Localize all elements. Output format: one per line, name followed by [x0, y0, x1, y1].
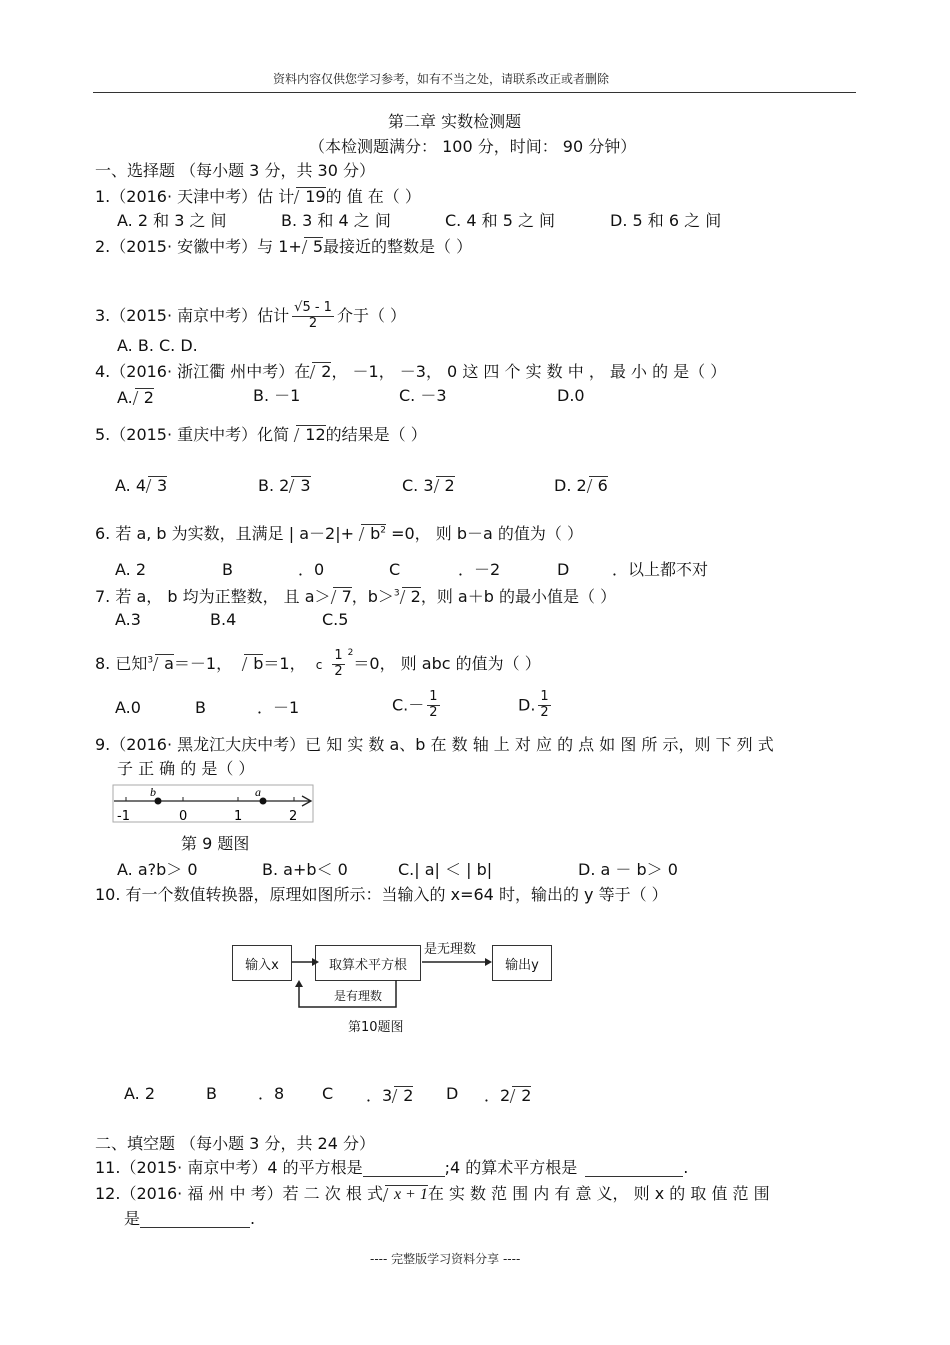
q8-option-b-letter: B — [195, 698, 206, 717]
question-9-line2: 子 正 确 的 是（ ） — [117, 759, 255, 778]
page-header-note: 资料内容仅供您学习参考，如有不当之处，请联系改正或者删除 — [273, 72, 610, 86]
question-3: 3.（2015· 南京中考）估计 $\frac{√5 - 1}{2}$ 介于（ ） — [95, 300, 407, 331]
q7-option-c: C.5 — [322, 610, 349, 629]
tick-label: -1 — [117, 809, 130, 824]
sqrt-b: b — [244, 654, 263, 672]
sqrt-19: 19 — [296, 187, 325, 205]
q10-option-c-letter: C — [322, 1084, 334, 1103]
q8-option-d: D. $\frac{1}{2}$ — [518, 689, 549, 720]
flow-output-box: 输出y — [492, 945, 552, 981]
question-10: 10. 有一个数值转换器，原理如图所示：当输入的 x=64 时，输出的 y 等于（ ） — [95, 885, 668, 904]
q9-option-d: D. a － b＞ 0 — [578, 860, 678, 879]
flow-sqrt-box: 取算术平方根 — [315, 945, 421, 981]
q9-option-a: A. a?b＞ 0 — [117, 860, 198, 879]
section-choice-heading: 一、选择题 （每小题 3 分，共 30 分） — [95, 161, 375, 180]
tick-label: 2 — [289, 809, 298, 824]
q4-option-d: D.0 — [557, 386, 585, 405]
q10-option-b-value: ．8 — [258, 1084, 285, 1103]
flow-input-box: 输入x — [232, 945, 292, 981]
q1-option-d: D. 5 和 6 之 间 — [610, 211, 722, 230]
chapter-subtitle: （本检测题满分： 100 分，时间： 90 分钟） — [309, 137, 637, 156]
q8-option-a: A.0 — [115, 698, 141, 717]
q10-option-a: A. 2 — [124, 1084, 156, 1103]
question-2: 2.（2015· 安徽中考）与 1+ 5最接近的整数是（ ） — [95, 237, 473, 256]
q1-option-a: A. 2 和 3 之 间 — [117, 211, 227, 230]
q8-option-c: C.－ $\frac{1}{2}$ — [392, 689, 438, 720]
point-b-label: b — [150, 785, 156, 799]
figure-9-caption: 第 9 题图 — [181, 834, 250, 853]
q9-option-b: B. a+b＜ 0 — [262, 860, 348, 879]
q11-blank-1[interactable] — [363, 1160, 445, 1177]
q6-option-a: A. 2 — [115, 560, 147, 579]
sqrt-2: 2 — [312, 362, 331, 380]
question-6: 6. 若 a, b 为实数，且满足 | $a-2|+ b^2 =0$， 则 b－a 的值为（ ） — [95, 524, 583, 543]
question-4: 4.（2016· 浙江衢 州中考）在 2， －1， －3， 0 这 四 个 实 数 中 ， 最 小 的 是（ ） — [95, 362, 727, 381]
cbrt-a: a — [155, 654, 174, 672]
chapter-title: 第二章 实数检测题 — [388, 112, 522, 131]
question-1: 1.（2016· 天津中考）估 计 19的 值 在（ ） — [95, 187, 421, 206]
sqrt-7: 7 — [333, 587, 352, 605]
sqrt-12: 12 — [296, 425, 325, 443]
q7-option-a: A.3 — [115, 610, 141, 629]
number-line-figure — [112, 784, 318, 824]
question-12-line2: 是 . — [124, 1209, 256, 1228]
q4-option-b: B. －1 — [253, 386, 301, 405]
q6-option-b-letter: B — [222, 560, 233, 579]
question-5: 5.（2015· 重庆中考）化简 12的结果是（ ） — [95, 425, 427, 444]
cbrt-2: 2 — [402, 587, 421, 605]
q5-option-a: A. 4 3 — [115, 476, 168, 495]
tick-label: 0 — [179, 809, 188, 824]
figure-10-caption: 第10题图 — [348, 1020, 404, 1035]
point-a-label: a — [255, 785, 261, 799]
q7-option-b: B.4 — [210, 610, 237, 629]
label-irrational: 是无理数 — [424, 942, 477, 957]
tick-label: 1 — [234, 809, 243, 824]
q10-option-d-value: ．2 2 — [484, 1086, 532, 1105]
header-divider — [93, 92, 856, 93]
q6-option-c-value: ．－2 — [458, 560, 501, 579]
q4-option-a: A. 2 — [117, 388, 154, 407]
q1-option-b: B. 3 和 4 之 间 — [281, 211, 391, 230]
question-11: 11.（2015· 南京中考）4 的平方根是 ;4 的算术平方根是 . — [95, 1158, 689, 1177]
flow-arrows — [226, 935, 566, 1015]
q4-option-c: C. －3 — [399, 386, 447, 405]
q3-options: A. B. C. D. — [117, 336, 198, 355]
q6-option-b-value: ．0 — [298, 560, 325, 579]
question-12-line1: 12.（2016· 福 州 中 考）若 二 次 根 式 x + 1在 实 数 范 围 内 有 意 义， 则 x 的 取 值 范 围 — [95, 1184, 770, 1203]
sqrt-b-squared: $b^2$ — [361, 524, 386, 542]
sqrt-x-plus-1: x + 1 — [385, 1185, 428, 1203]
q5-option-b: B. 2 3 — [258, 476, 311, 495]
q10-option-c-value: ．3 2 — [366, 1086, 414, 1105]
q1-option-c: C. 4 和 5 之 间 — [445, 211, 556, 230]
page-footer: ---- 完整版学习资料分享 ---- — [370, 1252, 521, 1266]
q8-option-b-value: ．－1 — [257, 698, 300, 717]
q12-blank[interactable] — [140, 1211, 250, 1228]
q10-option-b-letter: B — [206, 1084, 217, 1103]
sqrt-5: 5 — [304, 237, 323, 255]
question-8: 8. 已知$^3$ a＝－1， b＝1， c $\frac{1}{2}$ $^2$＝0， 则 abc 的值为（ ） — [95, 648, 541, 679]
q11-blank-2[interactable] — [585, 1160, 683, 1177]
q5-option-c: C. 3 2 — [402, 476, 455, 495]
question-9-line1: 9.（2016· 黑龙江大庆中考）已 知 实 数 a、b 在 数 轴 上 对 应 的 点 如 图 所 示，则 下 列 式 — [95, 735, 774, 754]
q9-option-c: C.| a| ＜ | b| — [398, 860, 493, 879]
q6-option-c-letter: C — [389, 560, 401, 579]
q6-option-d-letter: D — [557, 560, 570, 579]
fraction-sqrt5-minus1-over-2: $\frac{√5 - 1}{2}$ — [294, 300, 332, 331]
label-rational: 是有理数 — [334, 989, 383, 1003]
q6-option-d-value: ．以上都不对 — [612, 560, 709, 579]
q5-option-d: D. 2 6 — [554, 476, 608, 495]
section-fill-heading: 二、填空题 （每小题 3 分，共 24 分） — [95, 1134, 375, 1153]
q10-option-d-letter: D — [446, 1084, 459, 1103]
question-7: 7. 若 a， b 均为正整数， 且 a＞ 7，b＞$^3$ 2，则 a＋b 的最小值是（ ） — [95, 587, 617, 606]
